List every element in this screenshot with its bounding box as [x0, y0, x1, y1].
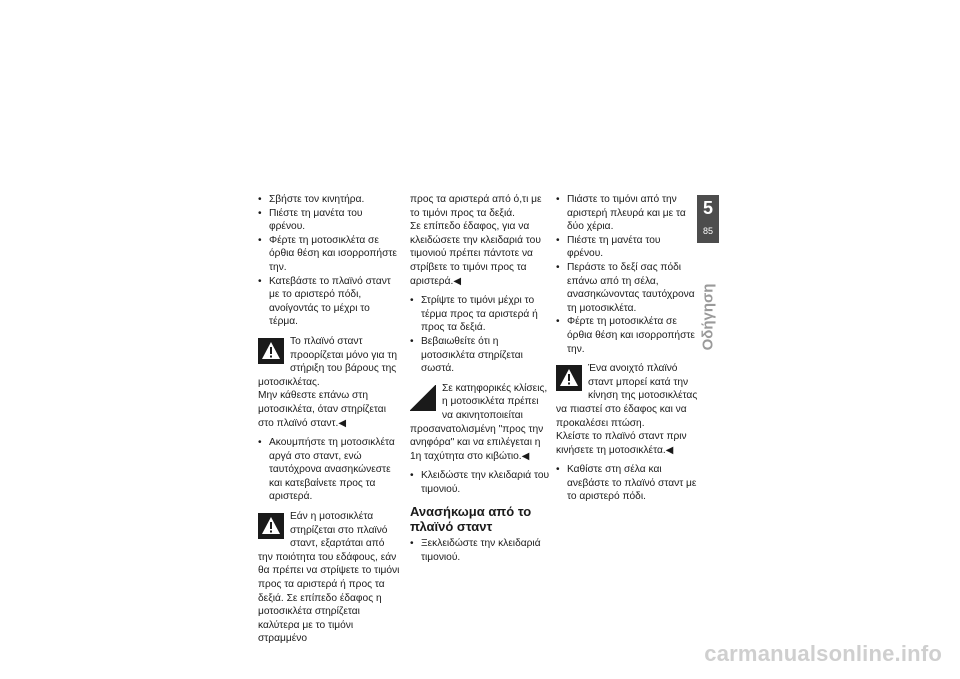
step-text: Πιάστε το τιμόνι από την αριστερή πλευρά και με τα δύο χέρια. — [567, 194, 686, 233]
step-text: Σβήστε τον κινητήρα. — [269, 194, 365, 205]
step-text: Πιέστε τη μανέτα του φρένου. — [269, 207, 363, 233]
warning-block — [258, 510, 400, 646]
warning-block — [556, 362, 698, 430]
list-item — [556, 315, 698, 356]
chapter-number: 5 — [702, 198, 713, 218]
section-label — [688, 277, 728, 357]
bullet: • — [556, 261, 560, 273]
text-column-1 — [258, 193, 400, 646]
list-item — [410, 294, 552, 335]
warning-block — [258, 335, 400, 389]
paragraph: προς τα αριστερά από ό,τι με το τιμόνι προς τα δεξιά. — [410, 194, 542, 219]
note-text: Σε κατηφορικές κλίσεις, η μοτοσικλέτα πρέπει να ακινητοποιείται προσανατολισμένη "προς την ανηφόρα" και να επιλέγεται η 1η ταχύτητα στο κιβώτιο.◀ — [410, 382, 548, 462]
paragraph: Κλείστε το πλαϊνό σταντ πριν κινήσετε τη μοτοσικλέτα.◀ — [556, 431, 687, 456]
warning-icon — [258, 513, 284, 539]
list-item — [258, 193, 400, 207]
paragraph: Μην κάθεστε επάνω στη μοτοσικλέτα, όταν στηρίζεται στο πλαϊνό σταντ.◀ — [258, 390, 386, 429]
bullet: • — [410, 335, 414, 347]
bullet: • — [556, 234, 560, 246]
text-column-2 — [410, 193, 552, 565]
list-item — [556, 234, 698, 261]
note-icon — [410, 385, 436, 411]
list-item — [258, 207, 400, 234]
bullet: • — [556, 194, 560, 205]
bullet: • — [556, 316, 560, 328]
bullet: • — [258, 207, 262, 219]
bullet: • — [410, 470, 414, 482]
list-item — [556, 463, 698, 504]
step-text: Περάστε το δεξί σας πόδι επάνω από τη σέλα, ανασηκώνοντας ταυτόχρονα τη μοτοσικλέτα. — [567, 261, 695, 314]
page-number: 85 — [702, 226, 713, 236]
warning-text: Εάν η μοτοσικλέτα στηρίζεται στο πλαϊνό σταντ, εξαρτάται από την ποιότητα του εδάφους, εάν θα πρέπει να στρίψετε το τιμόνι προς τα αριστερά ή προς τα δεξιά. Σε επίπεδο έδαφος η μοτοσικλέτα στηρίζεται καλύτερα με το τιμόνι στραμμένο — [258, 511, 400, 645]
note-block — [410, 382, 552, 464]
text-column-3 — [556, 193, 698, 504]
warning-text: Το πλαϊνό σταντ προορίζεται μόνο για τη στήριξη του βάρους της μοτοσικλέτας. — [258, 335, 398, 388]
step-text: Ακουμπήστε τη μοτοσικλέτα αργά στο σταντ, ενώ ταυτόχρονα ανασηκώνεστε και κατεβαίνετε προς τα αριστερά. — [269, 437, 395, 503]
warning-icon — [258, 338, 284, 364]
step-text: Βεβαιωθείτε ότι η μοτοσικλέτα στηρίζεται σωστά. — [421, 335, 523, 375]
list-item — [410, 537, 552, 564]
list-item — [258, 436, 400, 504]
step-text: Κατεβάστε το πλαϊνό σταντ με το αριστερό πόδι, ανοίγοντάς το μέχρι το τέρμα. — [269, 275, 391, 328]
list-item — [556, 261, 698, 315]
step-text: Καθίστε στη σέλα και ανεβάστε το πλαϊνό σταντ με το αριστερό πόδι. — [567, 464, 697, 503]
bullet: • — [258, 194, 262, 205]
bullet: • — [258, 437, 262, 449]
list-item — [410, 335, 552, 376]
step-text: Κλειδώστε την κλειδαριά του τιμονιού. — [421, 470, 550, 495]
list-item — [258, 234, 400, 275]
step-text: Πιέστε τη μανέτα του φρένου. — [567, 234, 661, 260]
section-title: Οδήγηση — [699, 283, 717, 351]
bullet: • — [556, 464, 560, 476]
bullet: • — [410, 538, 414, 550]
bullet: • — [258, 275, 262, 287]
step-text: Ξεκλειδώστε την κλειδαριά τιμονιού. — [421, 538, 541, 564]
warning-icon — [556, 365, 582, 391]
bullet: • — [258, 234, 262, 246]
list-item — [556, 193, 698, 234]
paragraph: Σε επίπεδο έδαφος, για να κλειδώσετε την κλειδαριά του τιμονιού πρέπει πάντοτε να στρίβετε το τιμόνι προς τα αριστερά.◀ — [410, 221, 541, 287]
warning-text: Ένα ανοιχτό πλαϊνό σταντ μπορεί κατά την κίνηση της μοτοσικλέτας να πιαστεί στο έδαφος και να προκαλέσει πτώση. — [556, 363, 698, 429]
step-text: Φέρτε τη μοτοσικλέτα σε όρθια θέση και ισορροπήστε την. — [567, 316, 695, 355]
step-text: Φέρτε τη μοτοσικλέτα σε όρθια θέση και ισορροπήστε την. — [269, 234, 397, 273]
step-text: Στρίψτε το τιμόνι μέχρι το τέρμα προς τα αριστερά ή προς τα δεξιά. — [421, 295, 538, 334]
bullet: • — [410, 295, 414, 307]
list-item — [410, 469, 552, 496]
list-item — [258, 275, 400, 329]
watermark: carmanualsonline.info — [704, 641, 942, 666]
section-heading: Ανασήκωμα από το πλαϊνό σταντ — [410, 504, 532, 535]
